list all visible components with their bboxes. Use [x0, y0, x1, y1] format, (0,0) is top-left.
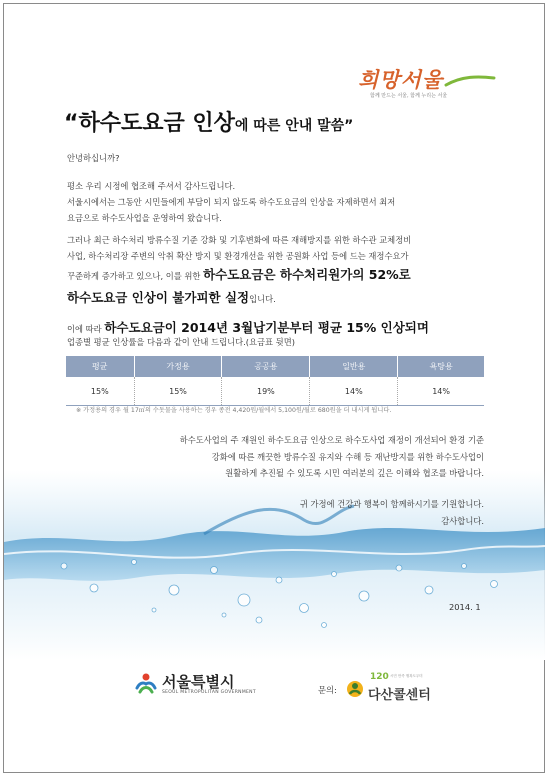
- paragraph-text: 꾸준하게 증가하고 있으나, 이를 위한: [67, 271, 204, 281]
- rate-table-cell: 15%: [134, 377, 222, 406]
- page-title: [64, 106, 494, 137]
- title-main: “하수도요금 인상: [64, 111, 235, 136]
- emphasis-text: 하수도요금 인상이 불가피한 실정: [67, 290, 250, 305]
- rate-table-row: [66, 377, 484, 406]
- paragraph-line: [67, 287, 411, 310]
- rate-table-cell: 14%: [310, 377, 398, 406]
- paragraph-line: [67, 264, 411, 287]
- hope-seoul-logo: [356, 64, 496, 104]
- seoul-city-logo: [134, 668, 254, 708]
- paragraph-line: 원활하게 추진될 수 있도록 시민 여러분의 깊은 이해와 협조를 바랍니다.: [225, 468, 484, 478]
- rate-table-header: 가정용: [134, 356, 222, 377]
- leaf-swoosh-icon: [444, 72, 496, 88]
- closing-wish: [300, 496, 484, 529]
- rate-emphasis: 하수도요금이 2014년 3월납기분부터 평균 15% 인상되며: [104, 320, 429, 335]
- rate-table-header: 욕탕용: [398, 356, 484, 377]
- paragraph-line: 강화에 따른 깨끗한 방류수질 유지와 수해 등 재난방지를 위한 하수도사업이: [211, 451, 484, 462]
- paragraph-line: 감사합니다.: [441, 515, 484, 526]
- paragraph-text: 입니다.: [249, 294, 276, 304]
- paragraph-intro: [67, 178, 395, 226]
- rate-table-cell: 14%: [398, 377, 484, 406]
- rate-pre: 이에 따라: [67, 324, 105, 334]
- closing-paragraph: [180, 432, 484, 482]
- contact-center-name: 다산콜센터: [368, 688, 431, 703]
- rate-table: [66, 356, 484, 406]
- rate-table-cell: 19%: [222, 377, 310, 406]
- rate-table-cell: 15%: [66, 377, 134, 406]
- dasan-callcenter-icon: [346, 678, 364, 700]
- paragraph-line: 하수도사업의 주 재원인 하수도요금 인상으로 하수도사업 재정이 개선되어 환경 기준: [179, 435, 484, 445]
- paragraph-line: 사업, 하수처리장 주변의 악취 확산 방지 및 환경개선을 위한 공원화 사업 등에 드는 재정수요가: [67, 251, 409, 261]
- paragraph-line: 요금으로 하수도사업을 운영하여 왔습니다.: [67, 213, 222, 223]
- rate-table-header-row: [66, 356, 484, 377]
- paragraph-line: 귀 가정에 건강과 행복이 함께하시기를 기원합니다.: [299, 499, 484, 509]
- footnote: ※ 가정용의 경우 월 17㎥의 수돗물을 사용하는 경우 종전 4,420원/월에서 5,100원/월로 680원을 더 내시게 됩니다.: [76, 407, 392, 414]
- seoul-city-eng-name: SEOUL METROPOLITAN GOVERNMENT: [162, 690, 256, 695]
- paragraph-line: 그러나 최근 하수처리 방류수질 기준 강화 및 기후변화에 따른 재해방지를 위한 하수관 교체정비: [67, 235, 412, 245]
- rate-table-header: 공공용: [222, 356, 310, 377]
- hope-seoul-logo-text: 희망서울: [358, 67, 444, 92]
- rate-table-header: 일반용: [310, 356, 398, 377]
- greeting: 안녕하십니까?: [67, 153, 120, 163]
- contact-label: 문의:: [318, 685, 337, 695]
- emphasis-text: 하수도요금은 하수처리원가의 52%로: [203, 267, 411, 282]
- issue-date: 2014. 1: [449, 602, 481, 612]
- rate-table-header: 평균: [66, 356, 134, 377]
- contact-info: [318, 672, 458, 708]
- paragraph-reason: [67, 232, 411, 310]
- seoul-emblem-icon: [134, 672, 158, 696]
- paragraph-line: 평소 우리 시정에 협조해 주셔서 감사드립니다.: [67, 181, 236, 191]
- contact-tagline: 시민 만족 행복도우미: [390, 674, 423, 678]
- seoul-city-name: 서울특별시: [162, 673, 235, 691]
- title-rest: 에 따른 안내 말씀”: [234, 118, 354, 134]
- contact-number: 120: [370, 672, 389, 682]
- paragraph-line: 서울시에서는 그동안 시민들에게 부담이 되지 않도록 하수도요금의 인상을 자제하면서 최저: [67, 197, 396, 207]
- hope-seoul-tagline: 함께 만드는 서울, 함께 누리는 서울: [370, 93, 448, 99]
- rate-subtext: 업종별 평균 인상률을 다음과 같이 안내 드립니다.(요금표 뒷면): [67, 337, 295, 347]
